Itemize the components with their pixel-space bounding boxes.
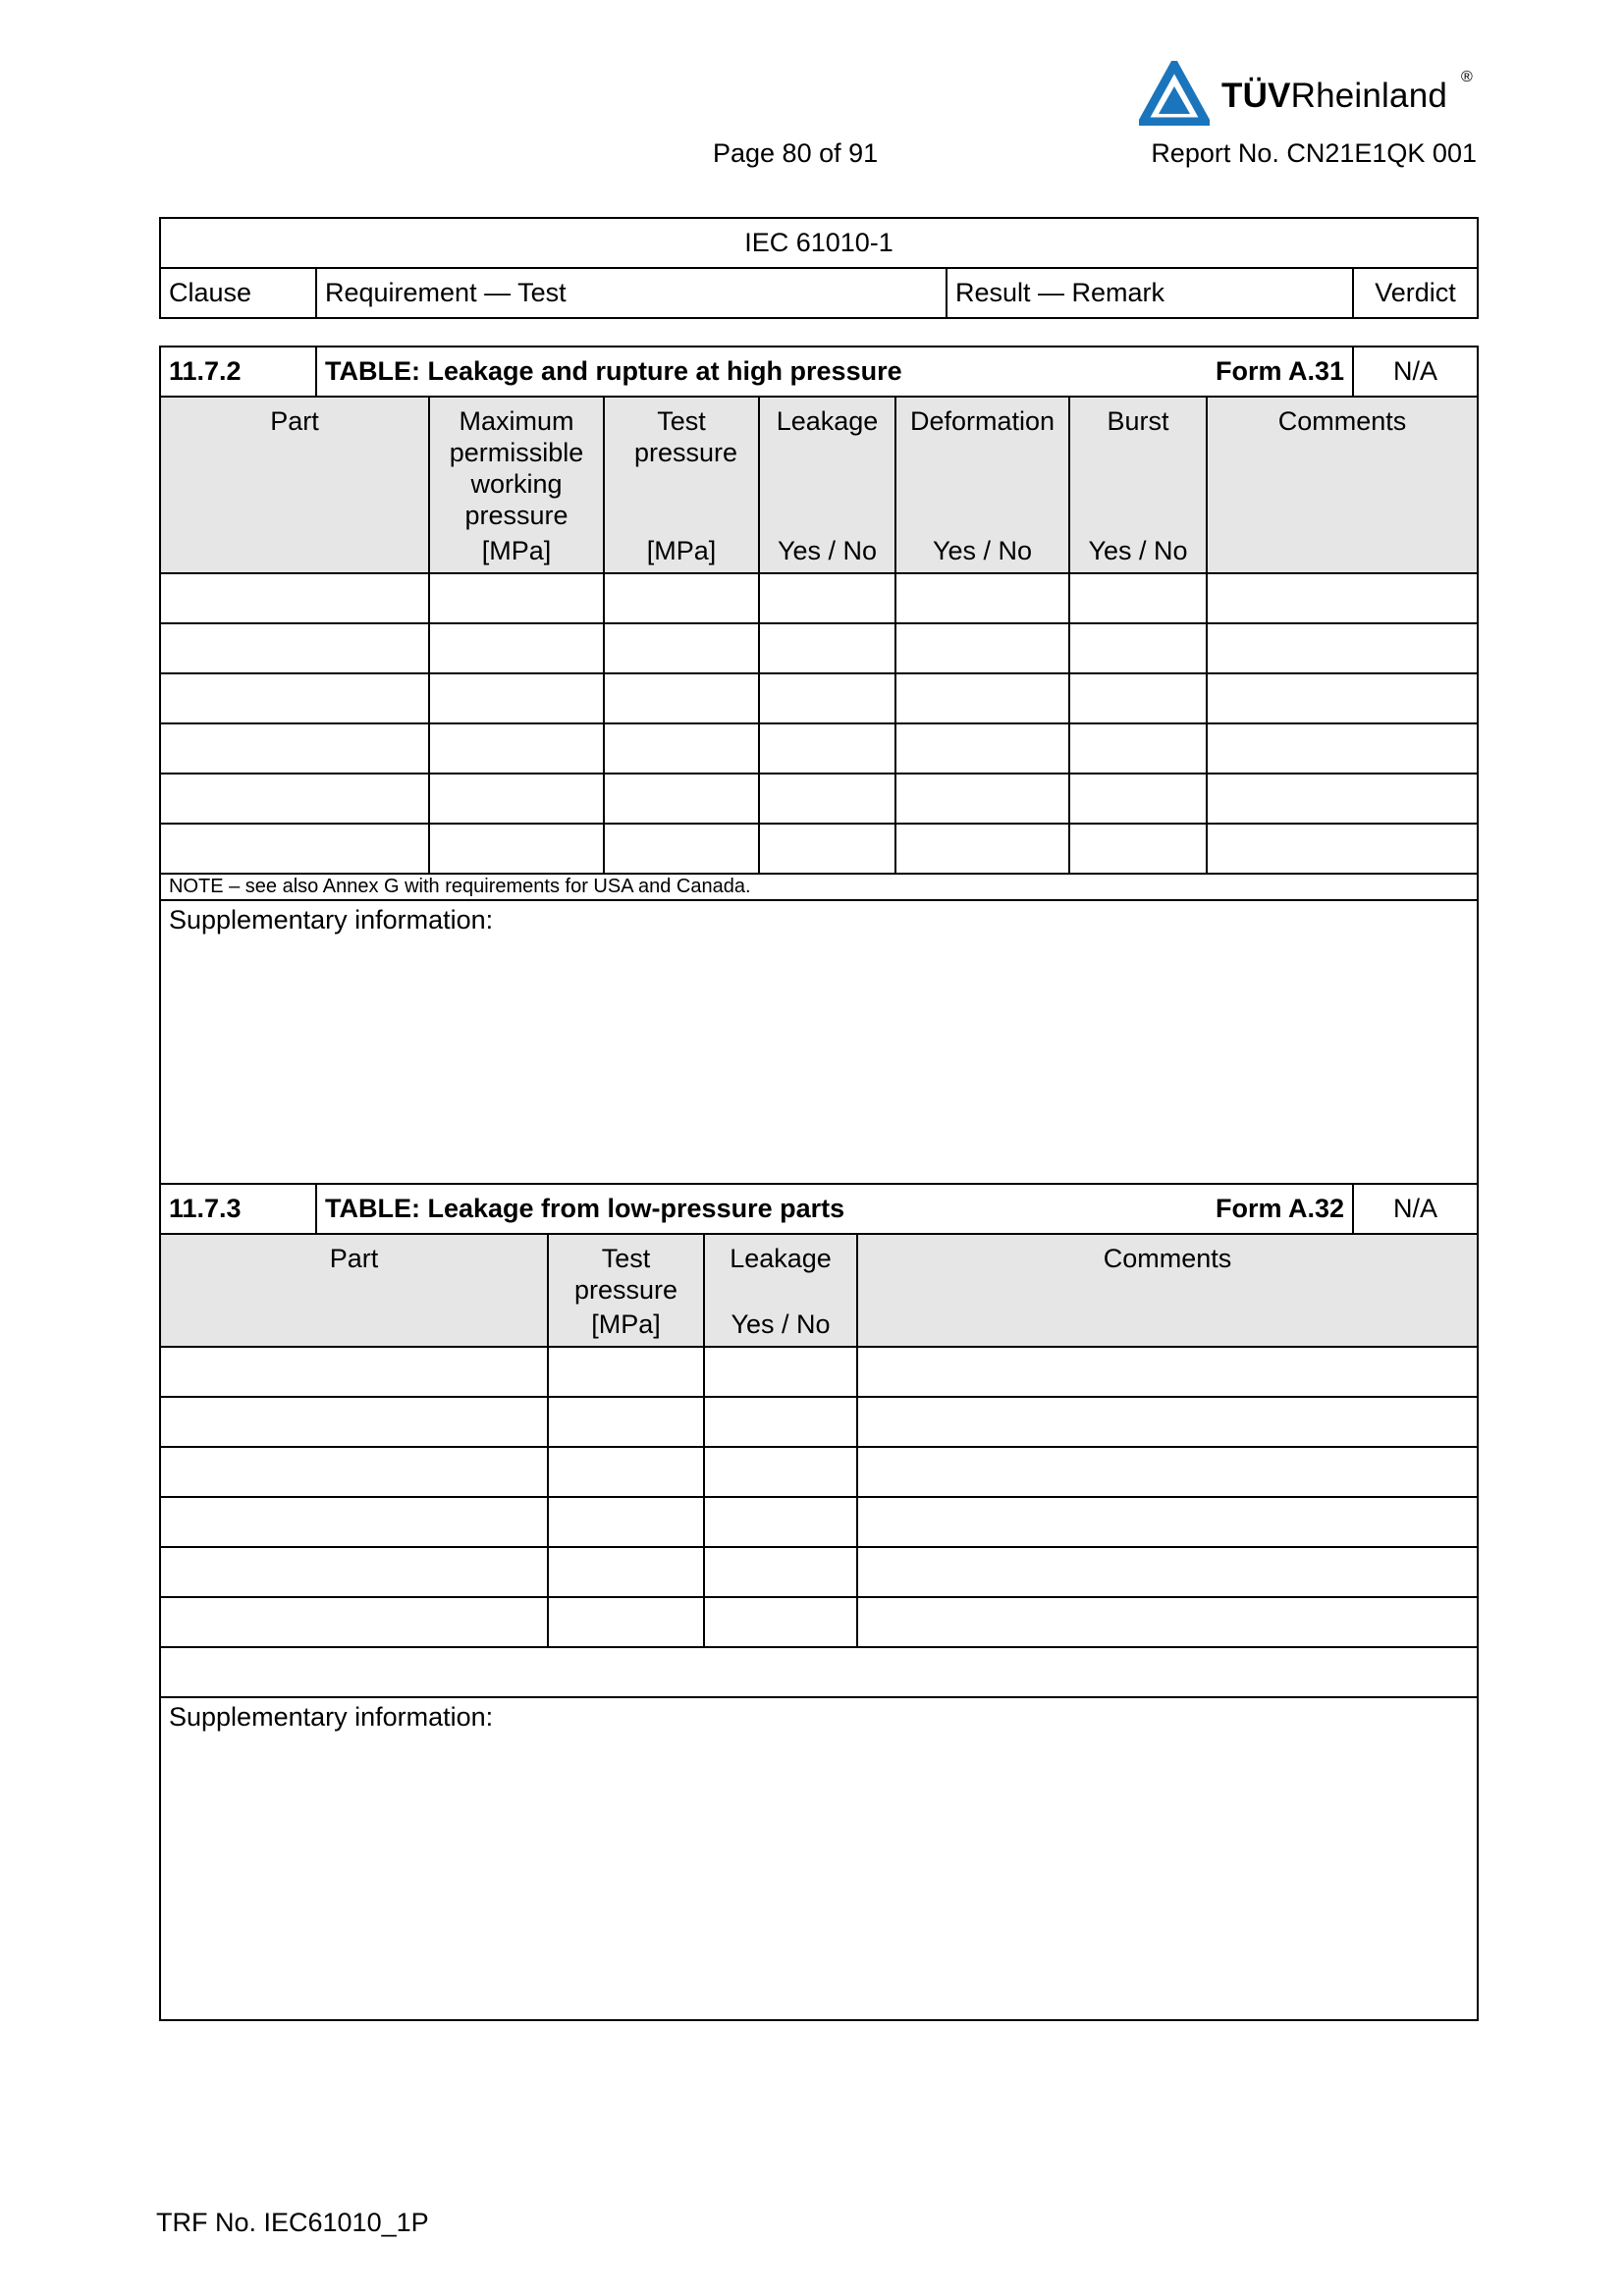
table1-cell[interactable] <box>604 623 759 673</box>
table-row <box>160 723 1478 774</box>
table1-cell[interactable] <box>1069 824 1207 874</box>
table2-cell[interactable] <box>548 1397 704 1447</box>
table1-clause: 11.7.2 <box>160 347 316 397</box>
table1-col-deformation: Deformation Yes / No <box>895 397 1069 573</box>
table2-cell[interactable] <box>548 1447 704 1497</box>
table1-cell[interactable] <box>1069 623 1207 673</box>
table-row <box>160 1447 1478 1497</box>
table1-cell[interactable] <box>759 673 895 723</box>
table1-cell[interactable] <box>1069 774 1207 824</box>
table1-cell[interactable] <box>1069 723 1207 774</box>
table2-col-comments: Comments <box>857 1234 1478 1347</box>
table1-cell[interactable] <box>1207 573 1478 623</box>
table1-cell[interactable] <box>604 824 759 874</box>
report-number: Report No. CN21E1QK 001 <box>1151 138 1477 168</box>
table1-cell[interactable] <box>429 573 604 623</box>
page-number: Page 80 of 91 <box>713 138 879 168</box>
col-result: Result — Remark <box>947 268 1353 318</box>
table2-title-row <box>316 1184 1353 1234</box>
table1-cell[interactable] <box>1207 774 1478 824</box>
table2-cell[interactable] <box>857 1447 1478 1497</box>
table-row <box>160 1497 1478 1547</box>
table2-cell[interactable] <box>857 1597 1478 1647</box>
table1-cell[interactable] <box>759 824 895 874</box>
table1-cell[interactable] <box>1207 673 1478 723</box>
table1-cell[interactable] <box>429 723 604 774</box>
table1-cell[interactable] <box>429 673 604 723</box>
table1-cell[interactable] <box>160 824 429 874</box>
table1-cell[interactable] <box>895 673 1069 723</box>
standard-title: IEC 61010-1 <box>160 218 1478 268</box>
table-11-7-3 <box>159 1183 1479 2021</box>
table1-col-comments: Comments <box>1207 397 1478 573</box>
table2-clause: 11.7.3 <box>160 1184 316 1234</box>
table1-col-part: Part <box>160 397 429 573</box>
table1-cell[interactable] <box>895 723 1069 774</box>
table2-cell[interactable] <box>160 1597 548 1647</box>
table2-cell[interactable] <box>704 1347 857 1397</box>
table1-cell[interactable] <box>759 723 895 774</box>
table1-cell[interactable] <box>895 774 1069 824</box>
table2-cell[interactable] <box>704 1497 857 1547</box>
table2-title: TABLE: Leakage from low-pressure parts <box>325 1194 845 1223</box>
table1-cell[interactable] <box>895 623 1069 673</box>
table2-empty-note-row[interactable] <box>160 1647 1478 1697</box>
table2-form: Form A.32 <box>1216 1194 1345 1223</box>
table1-cell[interactable] <box>759 774 895 824</box>
table1-cell[interactable] <box>1069 573 1207 623</box>
table1-cell[interactable] <box>1207 723 1478 774</box>
table1-cell[interactable] <box>429 824 604 874</box>
triangle-logo-icon <box>1139 61 1210 126</box>
col-verdict: Verdict <box>1353 268 1478 318</box>
table2-cell[interactable] <box>548 1497 704 1547</box>
table1-cell[interactable] <box>160 623 429 673</box>
tuv-rheinland-logo <box>1139 61 1483 130</box>
table2-verdict: N/A <box>1353 1184 1478 1234</box>
table2-cell[interactable] <box>160 1347 548 1397</box>
table2-cell[interactable] <box>160 1547 548 1597</box>
table2-supplementary[interactable]: Supplementary information: <box>160 1697 1478 2020</box>
standard-header-table <box>159 217 1479 319</box>
table1-cell[interactable] <box>759 573 895 623</box>
table-row <box>160 1597 1478 1647</box>
table1-cell[interactable] <box>429 774 604 824</box>
logo-brand-text: TÜVRheinland <box>1221 77 1448 115</box>
table2-col-test-pressure: Test pressure [MPa] <box>548 1234 704 1347</box>
table1-title-row <box>316 347 1353 397</box>
table2-cell[interactable] <box>704 1397 857 1447</box>
table1-cell[interactable] <box>160 723 429 774</box>
table1-cell[interactable] <box>429 623 604 673</box>
table2-col-leakage: Leakage Yes / No <box>704 1234 857 1347</box>
registered-mark: ® <box>1461 69 1473 85</box>
table2-col-part: Part <box>160 1234 548 1347</box>
table1-cell[interactable] <box>604 573 759 623</box>
table1-cell[interactable] <box>604 723 759 774</box>
table2-cell[interactable] <box>160 1447 548 1497</box>
table2-cell[interactable] <box>857 1547 1478 1597</box>
table1-note: NOTE – see also Annex G with requirements for USA and Canada. <box>160 874 1478 900</box>
table-row <box>160 573 1478 623</box>
table1-cell[interactable] <box>895 573 1069 623</box>
table-row <box>160 1547 1478 1597</box>
table2-cell[interactable] <box>857 1497 1478 1547</box>
trf-number: TRF No. IEC61010_1P <box>156 2208 429 2237</box>
table1-form: Form A.31 <box>1215 356 1345 386</box>
table-row <box>160 824 1478 874</box>
table1-cell[interactable] <box>160 573 429 623</box>
table1-cell[interactable] <box>1207 623 1478 673</box>
table1-cell[interactable] <box>759 623 895 673</box>
table-row <box>160 1347 1478 1397</box>
table1-col-burst: Burst Yes / No <box>1069 397 1207 573</box>
table1-col-max-pressure: Maximum permissible working pressure [MPa] <box>429 397 604 573</box>
table1-title: TABLE: Leakage and rupture at high pressure <box>325 356 902 386</box>
table2-cell[interactable] <box>548 1547 704 1597</box>
table2-cell[interactable] <box>160 1397 548 1447</box>
table2-cell[interactable] <box>704 1547 857 1597</box>
table-row <box>160 673 1478 723</box>
table2-cell[interactable] <box>704 1597 857 1647</box>
table1-cell[interactable] <box>160 774 429 824</box>
table-row <box>160 774 1478 824</box>
table1-verdict: N/A <box>1353 347 1478 397</box>
table2-cell[interactable] <box>704 1447 857 1497</box>
table1-cell[interactable] <box>604 673 759 723</box>
table2-cell[interactable] <box>160 1497 548 1547</box>
table1-cell[interactable] <box>160 673 429 723</box>
table2-cell[interactable] <box>857 1397 1478 1447</box>
table-11-7-2 <box>159 346 1479 1185</box>
table-row <box>160 1397 1478 1447</box>
table1-col-test-pressure: Test pressure [MPa] <box>604 397 759 573</box>
table1-cell[interactable] <box>1069 673 1207 723</box>
table2-cell[interactable] <box>548 1347 704 1397</box>
table2-cell[interactable] <box>857 1347 1478 1397</box>
table-row <box>160 623 1478 673</box>
col-requirement: Requirement — Test <box>316 268 947 318</box>
col-clause: Clause <box>160 268 316 318</box>
table1-col-leakage: Leakage Yes / No <box>759 397 895 573</box>
table1-cell[interactable] <box>895 824 1069 874</box>
table1-cell[interactable] <box>1207 824 1478 874</box>
table1-supplementary[interactable]: Supplementary information: <box>160 900 1478 1184</box>
table1-cell[interactable] <box>604 774 759 824</box>
table2-cell[interactable] <box>548 1597 704 1647</box>
